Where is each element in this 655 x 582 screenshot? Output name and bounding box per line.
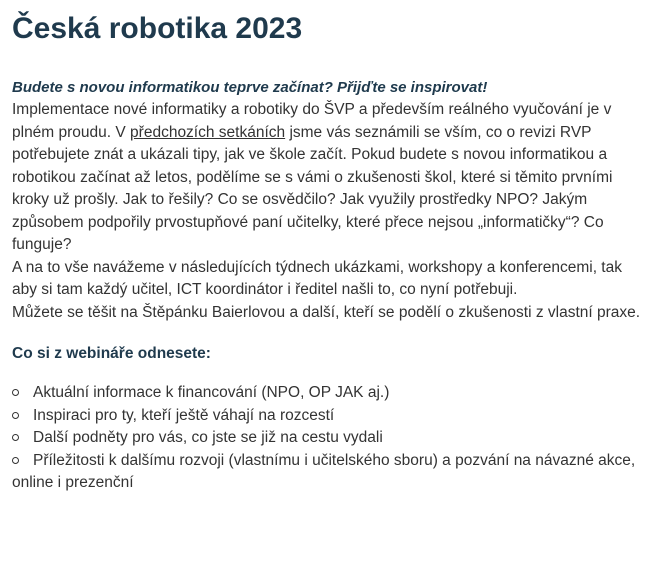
circle-bullet-icon [12, 457, 19, 464]
list-item-text: Aktuální informace k financování (NPO, OP JAK aj.) [33, 384, 390, 401]
list-item [12, 382, 643, 405]
intro-text-start: Implementace nové informatiky a robotiky do ŠVP a především reálného vyučování je v plném proudu. V [12, 101, 612, 141]
circle-bullet-icon [12, 434, 19, 441]
circle-bullet-icon [12, 412, 19, 419]
speakers-paragraph: Můžete se těšit na Štěpánku Baierlovou a další, kteří se podělí o zkušenosti z vlastní praxe. [12, 303, 641, 321]
intro-text-end: jsme vás seznámili se vším, co o revizi RVP potřebujete znát a ukázali tipy, jak ve škole začít. Pokud budete s novou informatikou a robotikou začínat až letos, podělíme se s vámi o zkušenosti škol, které si těmito prvními kroky už prošly. Jak to řešily? Co se osvědčilo? Jak využily prostředky NPO? Jakým způsobem podpořily prvostupňové paní učitelky, které přece nejsou „informatičky“? Co funguje? [12, 123, 613, 253]
followup-paragraph: A na to vše navážeme v následujících týdnech ukázkami, workshopy a konferencemi, tak aby si tam každý učitel, ICT koordinátor i ředitel našli to, co nyní potřebuji. [12, 258, 622, 298]
list-item [12, 427, 643, 450]
lead-question: Budete s novou informatikou teprve začínat? Přijďte se inspirovat! [12, 79, 488, 96]
list-item-text: Inspiraci pro ty, kteří ještě váhají na rozcestí [33, 406, 335, 424]
list-item-text: Další podněty pro vás, co jste se již na cestu vydali [33, 429, 383, 446]
page-title: Česká robotika 2023 [12, 12, 303, 45]
takeaways-heading: Co si z webináře odnesete: [12, 345, 211, 362]
previous-meetings-link[interactable]: předchozích setkáních [130, 123, 286, 141]
list-item [12, 450, 643, 495]
list-item-text: Příležitosti k dalšímu rozvoji (vlastnímu i učitelského sboru) a pozvání na návazné akce, online i prezenční [12, 451, 636, 491]
circle-bullet-icon [12, 389, 19, 396]
intro-paragraph [12, 99, 643, 257]
takeaways-list [12, 382, 643, 495]
list-item [12, 405, 643, 428]
